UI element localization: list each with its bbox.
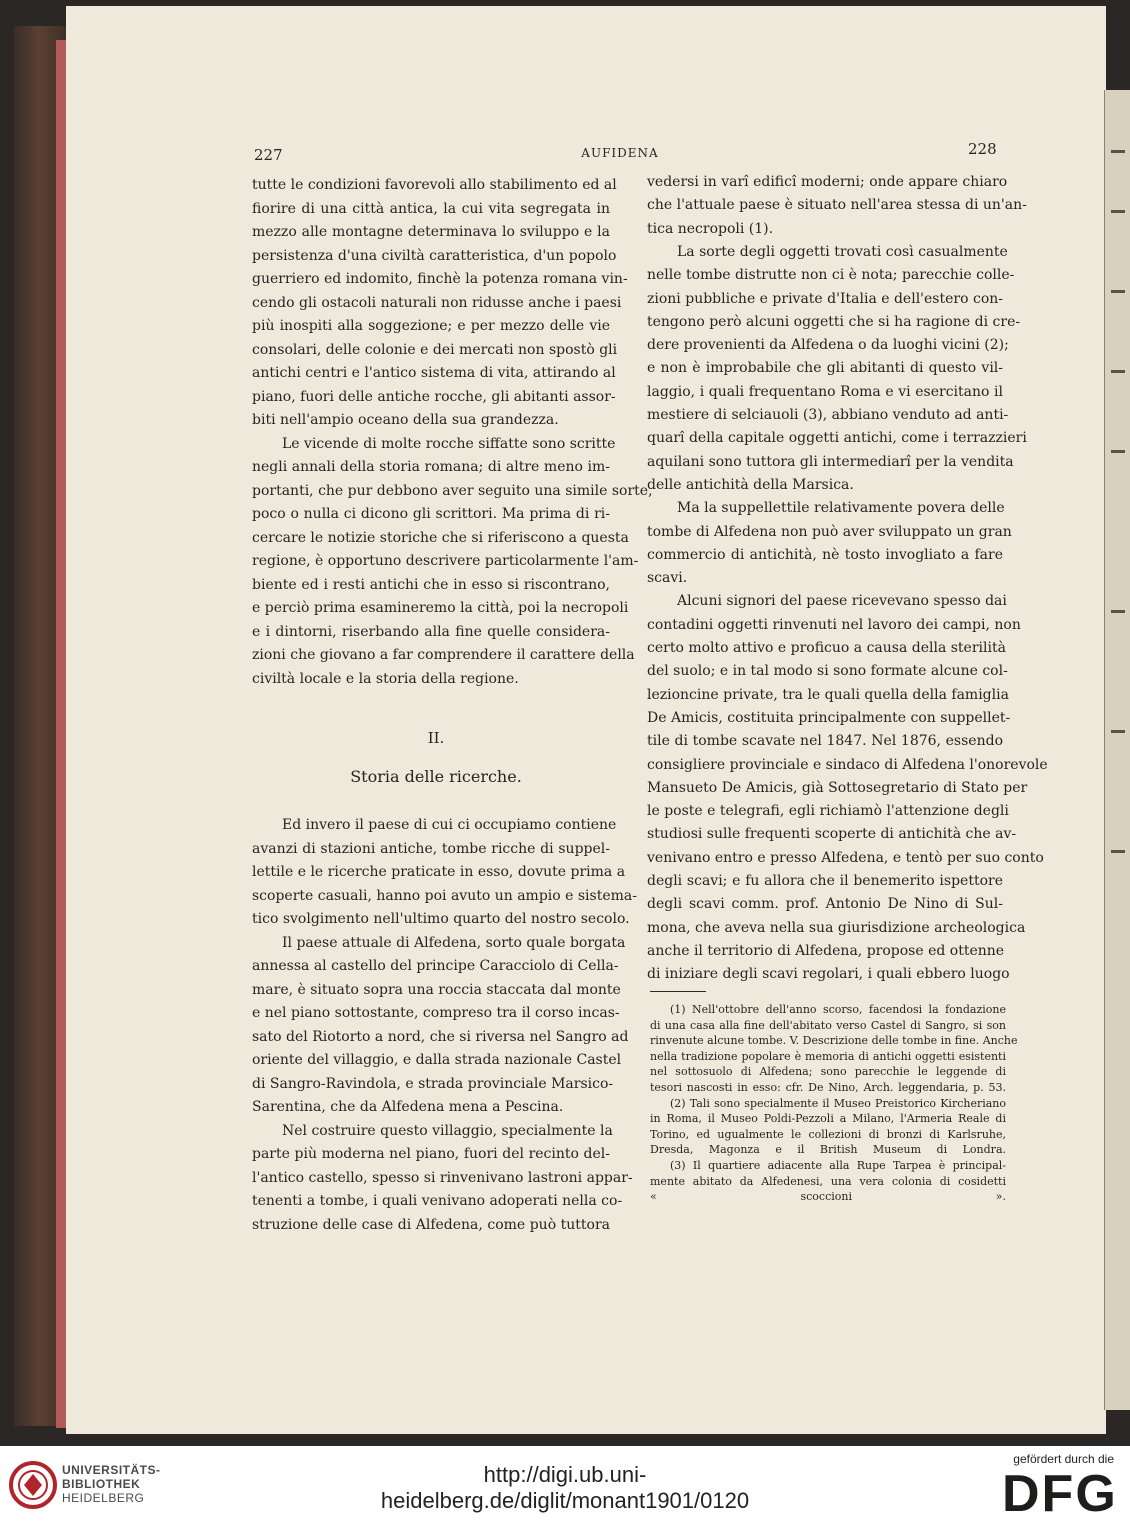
body-text-line: di Sangro-Ravindola, e strada provinciale Marsico- [252,1075,614,1092]
body-text-line: Ed invero il paese di cui ci occupiamo contiene [282,817,617,833]
body-text-line: studiosi sulle frequenti scoperte di antichità che av- [647,826,1017,843]
footnote-line: tesori nascosti in esso: cfr. De Nino, Arch. leggendaria, p. 53. [650,1081,1006,1094]
footnote-line: nel sottosuolo di Alfedena; sono parecchie le leggende di [650,1065,1006,1079]
body-text-line: Alcuni signori del paese ricevevano spesso dai [677,593,1007,610]
body-text-line: nelle tombe distrutte non ci è nota; parecchie colle- [647,267,1015,284]
page-edge [56,40,66,1428]
library-footer [0,1446,1130,1529]
body-text-line: che l'attuale paese è situato nell'area stessa di un'an- [647,197,1027,214]
body-text-line: più inospiti alla soggezione; e per mezzo delle vie [252,318,610,334]
footnote-line: Torino, ed ugualmente le collezioni di bronzi di Karlsruhe, [650,1127,1006,1141]
body-text-line: tenenti a tombe, i quali venivano adoperati nella co- [252,1193,623,1209]
body-text-line: poco o nulla ci dicono gli scrittori. Ma prima di ri- [252,506,610,522]
page-number-right: 228 [968,140,997,158]
body-text-line: biente ed i resti antichi che in esso si riscontrano, [252,576,610,593]
body-text-line: tico svolgimento nell'ultimo quarto del nostro secolo. [252,911,630,927]
library-name-line-2: BIBLIOTHEK [62,1477,141,1491]
body-text-line: degli scavi comm. prof. Antonio De Nino di Sul- [647,896,1003,913]
section-title: Storia delle ricerche. [350,767,522,786]
body-text-line: di iniziare degli scavi regolari, i quali ebbero luogo [647,966,1010,983]
page-number-left: 227 [254,146,283,164]
body-text-line: degli scavi; e fu allora che il benemerito ispettore [647,873,1003,889]
section-number: II. [427,729,445,747]
footnote-separator [650,991,706,992]
body-text-line: le poste e telegrafi, egli richiamò l'attenzione degli [647,803,1009,820]
body-text-line: cendo gli ostacoli naturali non ridusse anche i paesi [252,294,622,311]
footnote-line: di una casa alla fine dell'abitato verso Castel di Sangro, si son [650,1018,1006,1032]
body-text-line: Sarentina, che da Alfedena mena a Pescina. [252,1099,564,1115]
body-text-line: e nel piano sottostante, compreso tra il corso incas- [252,1005,620,1021]
body-text-line: scoperte casuali, hanno poi avuto un ampio e sistema- [252,887,637,904]
body-text-line: parte più moderna nel piano, fuori del recinto del- [252,1146,610,1162]
body-text-line: tica necropoli (1). [647,220,774,237]
body-text-line: consigliere provinciale e sindaco di Alfedena l'onorevole [647,756,1048,773]
body-text-line: biti nell'ampio oceano della sua grandezza. [252,412,559,428]
footnote-line: « scoccioni ». [650,1190,1006,1204]
body-text-line: Mansueto De Amicis, già Sottosegretario di Stato per [647,779,1028,796]
body-text-line: mestiere di selciauoli (3), abbiano venduto ad anti- [647,407,1009,423]
body-text-line: guerriero ed indomito, finchè la potenza romana vin- [252,271,628,287]
body-text-line: contadini oggetti rinvenuti nel lavoro dei campi, non [647,616,1021,633]
body-text-line: tutte le condizioni favorevoli allo stabilimento ed al [252,177,617,193]
body-text-line: e i dintorni, riserbando alla fine quelle considera- [252,623,610,640]
body-text-line: lettile e le ricerche praticate in esso, dovute prima a [252,864,626,880]
body-text-line: lezioncine private, tra le quali quella della famiglia [647,686,1009,703]
body-text-line: dere provenienti da Alfedena o da luoghi vicini (2); [647,337,1009,354]
body-text-line: e perciò prima esamineremo la città, poi la necropoli [252,600,629,616]
footnote-line: (1) Nell'ottobre dell'anno scorso, facendosi la fondazione [670,1003,1006,1016]
body-text-line: delle antichità della Marsica. [647,476,854,493]
footnote-line: Dresda, Magonza e il British Museum di Londra. [650,1143,1006,1157]
body-text-line: tombe di Alfedena non può aver sviluppato un gran [647,523,1012,540]
body-text-line: certo molto attivo e proficuo a causa della sterilità [647,640,1006,656]
library-name-line-3: HEIDELBERG [62,1491,145,1505]
body-text-line: del suolo; e in tal modo si sono formate alcune col- [647,663,1008,680]
body-text-line: regione, è opportuno descrivere particolarmente l'am- [252,553,639,569]
body-text-line: piano, fuori delle antiche rocche, gli abitanti assor- [252,388,616,405]
footnote-line: nella tradizione popolare è memoria di antichi oggetti esistenti [650,1049,1006,1063]
library-name-line-1: UNIVERSITÄTS- [62,1463,161,1477]
body-text-line: aquilani sono tuttora gli intermediarî per la vendita [647,453,1014,470]
body-text-line: avanzi di stazioni antiche, tombe ricche di suppel- [252,840,610,857]
body-text-line: tengono però alcuni oggetti che si ha ragione di cre- [647,313,1021,330]
footnote-line: (2) Tali sono specialmente il Museo Preistorico Kircheriano [670,1096,1006,1110]
footnote-line: rinvenute alcune tombe. V. Descrizione delle tombe in fine. Anche [650,1034,1018,1048]
body-text-line: l'antico castello, spesso si rinvenivano lastroni appar- [252,1169,633,1186]
body-text-line: struzione delle case di Alfedena, come può tuttora [252,1216,610,1233]
body-text-line: annessa al castello del principe Caracciolo di Cella- [252,958,619,974]
body-text-line: La sorte degli oggetti trovati così casualmente [677,243,1008,260]
body-text-line: e non è improbabile che gli abitanti di questo vil- [647,360,1003,377]
body-text-line: venivano entro e presso Alfedena, e tentò per suo conto [647,849,1044,866]
body-text-line: negli annali della storia romana; di altre meno im- [252,459,610,475]
next-page-edge [1104,90,1130,1410]
body-text-line: fiorire di una città antica, la cui vita segregata in [252,200,610,217]
body-text-line: Nel costruire questo villaggio, specialmente la [282,1122,613,1139]
body-text-line: civiltà locale e la storia della regione. [252,670,519,687]
source-url-link[interactable]: http://digi.ub.uni-heidelberg.de/diglit/monant1901/0120 [380,1462,750,1513]
body-text-line: quarî della capitale oggetti antichi, come i terrazzieri [647,430,1027,447]
body-text-line: mezzo alle montagne determinava lo sviluppo e la [252,224,610,240]
body-text-line: consolari, delle colonie e dei mercati non spostò gli [252,341,618,358]
body-text-line: zioni che giovano a far comprendere il carattere della [252,647,635,663]
body-text-line: Il paese attuale di Alfedena, sorto quale borgata [282,934,626,951]
footnote-line: (3) Il quartiere adiacente alla Rupe Tarpea è principal- [670,1159,1006,1172]
body-text-line: zioni pubbliche e private d'Italia e dell'estero con- [647,290,1003,307]
body-text-line: mare, è situato sopra una roccia staccata dal monte [252,981,621,998]
university-seal-logo [8,1460,58,1510]
running-title: AUFIDENA [581,146,659,160]
body-text-line: mona, che aveva nella sua giurisdizione archeologica [647,919,1026,936]
body-text-line: antichi centri e l'antico sistema di vita, attirando al [252,365,616,381]
body-text-line: anche il territorio di Alfedena, propose ed ottenne [647,942,1005,959]
body-text-line: tile di tombe scavate nel 1847. Nel 1876, essendo [647,733,1003,750]
body-text-line: portanti, che pur debbono aver seguito una simile sorte, [252,482,653,499]
body-text-line: commercio di antichità, nè tosto invogliato a fare [647,546,1003,563]
body-text-line: sato del Riotorto a nord, che si riversa nel Sangro ad [252,1028,629,1045]
footnote-line: mente abitato da Alfedenesi, una vera colonia di cosidetti [650,1174,1006,1188]
body-text-line: cercare le notizie storiche che si riferiscono a questa [252,529,629,546]
dfg-logo: DFG [1002,1465,1118,1523]
body-text-line: scavi. [647,570,688,587]
body-text-line: vedersi in varî edificî moderni; onde appare chiaro [647,174,1008,190]
body-text-line: Le vicende di molte rocche siffatte sono scritte [282,435,616,452]
body-text-line: De Amicis, costituita principalmente con suppellet- [647,709,1011,726]
body-text-line: oriente del villaggio, e dalla strada nazionale Castel [252,1052,622,1068]
body-text-line: laggio, i quali frequentano Roma e vi esercitano il [647,383,1003,400]
body-text-line: Ma la suppellettile relativamente povera delle [677,500,1005,517]
body-text-line: persistenza d'una civiltà caratteristica, d'un popolo [252,247,617,264]
sponsor-text: gefördert durch die [1013,1452,1114,1466]
footnote-line: in Roma, il Museo Poldi-Pezzoli a Milano, l'Armeria Reale di [650,1112,1006,1126]
